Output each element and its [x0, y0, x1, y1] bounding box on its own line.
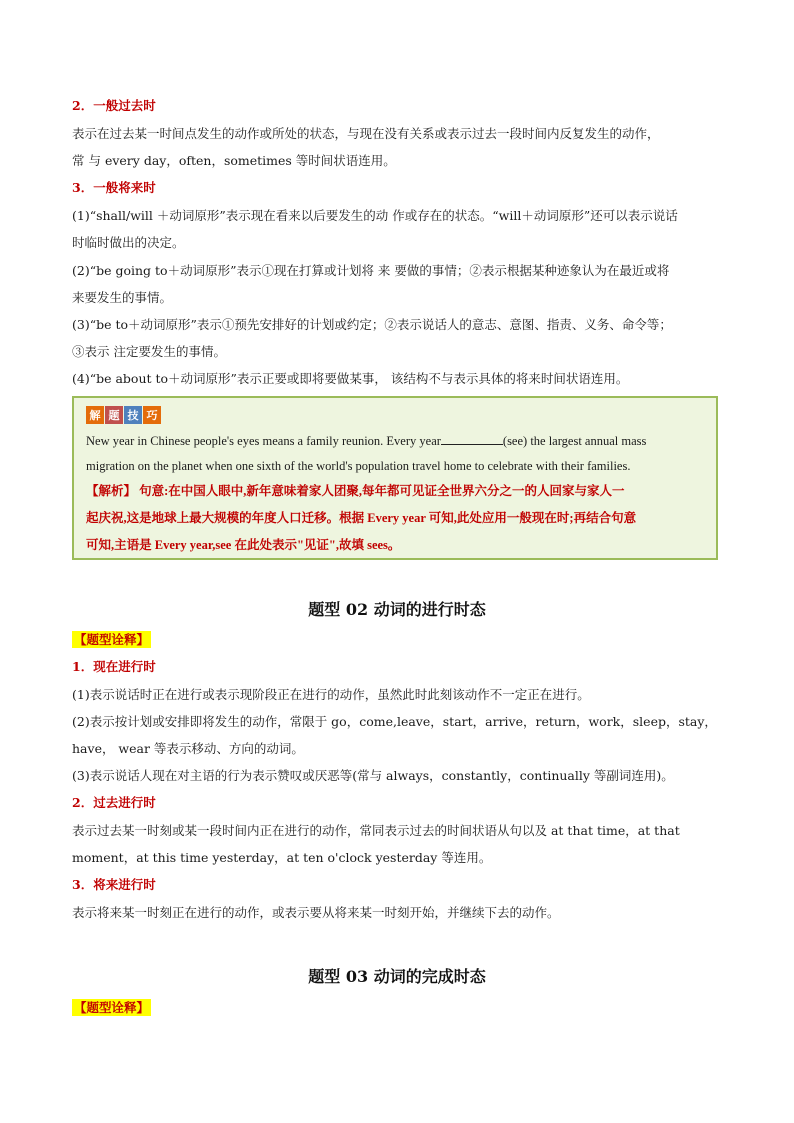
section-02-badge: 【题型诠释】	[74, 632, 150, 647]
past-progressive-line-1: 表示过去某一时刻或某一段时间内正在进行的动作，常同表示过去的时间状语从句以及 at that time，at that	[72, 823, 680, 838]
past-progressive-line-2: moment，at this time yesterday，at ten o'clock yesterday 等连用。	[72, 850, 492, 865]
past-tense-text-line-2: 常 与 every day，often，sometimes 等时间状语连用。	[72, 153, 396, 168]
tip-analysis-line-1: 【解析】 句意:在中国人眼中,新年意味着家人团聚,每年都可见证全世界六分之一的人回家与家人一	[86, 484, 625, 498]
future-p1-line-1: (1)“shall/will ＋动词原形”表示现在看来以后要发生的动 作或存在的状态。“will＋动词原形”还可以表示说话	[72, 208, 678, 223]
section-02-title: 题型 02 动词的进行时态	[308, 600, 486, 619]
section-03-badge: 【题型诠释】	[74, 1000, 150, 1015]
present-progressive-heading: 1．现在进行时	[72, 659, 156, 674]
present-progressive-line-1: (1)表示说话时正在进行或表示现阶段正在进行的动作，虽然此时此刻该动作不一定正在进行。	[72, 687, 590, 702]
tip-question-part-b: (see) the largest annual mass	[502, 434, 647, 448]
future-p2-line-2: 来要发生的事情。	[72, 290, 173, 305]
future-p3-line-1: (3)“be to＋动词原形”表示①预先安排好的计划或约定；②表示说话人的意志、意图、指责、义务、命令等；	[72, 317, 672, 332]
future-tense-heading: 3．一般将来时	[72, 180, 156, 195]
problem-solving-tip-box	[72, 396, 718, 560]
future-p2-line-1: (2)“be going to＋动词原形”表示①现在打算或计划将 来 要做的事情；②表示根据某种迹象认为在最近或将	[72, 263, 670, 278]
tip-tag-4: 巧	[143, 406, 161, 424]
tip-analysis-line-2: 起庆祝,这是地球上最大规模的年度人口迁移。根据 Every year 可知,此处应用一般现在时;再结合句意	[86, 511, 637, 525]
present-progressive-line-2b: have， wear 等表示移动、方向的动词。	[72, 741, 304, 756]
tip-tag-3: 技	[124, 406, 142, 424]
present-progressive-line-2a: (2)表示按计划或安排即将发生的动作，常限于 go，come,leave，start，arrive，return，work，sleep，stay，	[72, 714, 717, 729]
tip-tag-2: 题	[105, 406, 123, 424]
answer-blank	[441, 433, 503, 445]
past-progressive-heading: 2．过去进行时	[72, 795, 156, 810]
future-p1-line-2: 时临时做出的决定。	[72, 235, 185, 250]
tip-tag-1: 解	[86, 406, 104, 424]
future-p4-line-1: (4)“be about to＋动词原形”表示正要或即将要做某事， 该结构不与表示具体的将来时间状语连用。	[72, 371, 629, 386]
past-tense-heading: 2．一般过去时	[72, 98, 156, 113]
past-tense-text-line-1: 表示在过去某一时间点发生的动作或所处的状态，与现在没有关系或表示过去一段时间内反复发生的动作，	[72, 126, 660, 141]
tip-tag-group	[86, 406, 161, 424]
tip-question-part-a: New year in Chinese people's eyes means a family reunion. Every year	[86, 434, 441, 448]
present-progressive-line-3: (3)表示说话人现在对主语的行为表示赞叹或厌恶等(常与 always，constantly，continually 等副词连用)。	[72, 768, 674, 783]
tip-question-line-1	[86, 433, 646, 449]
future-p3-line-2: ③表示 注定要发生的事情。	[72, 344, 226, 359]
section-03-title: 题型 03 动词的完成时态	[308, 967, 486, 986]
tip-question-line-2: migration on the planet when one sixth of the world's population travel home to celebrate with their families.	[86, 459, 631, 473]
tip-analysis-line-3: 可知,主语是 Every year,see 在此处表示"见证",故填 sees。	[86, 538, 401, 552]
future-progressive-heading: 3．将来进行时	[72, 877, 156, 892]
future-progressive-line-1: 表示将来某一时刻正在进行的动作，或表示要从将来某一时刻开始，并继续下去的动作。	[72, 905, 560, 920]
